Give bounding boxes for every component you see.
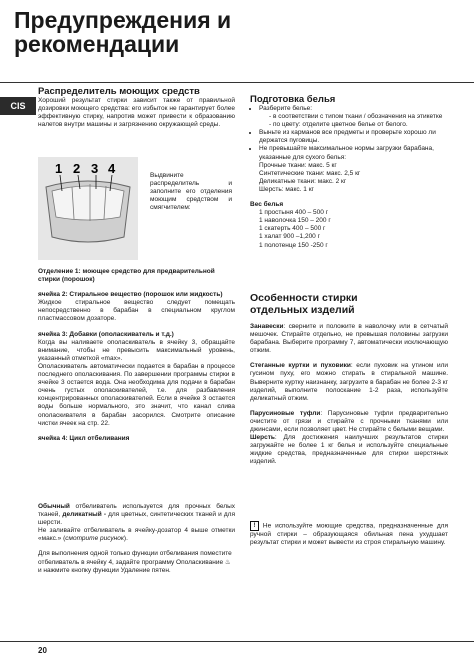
shoes-label: Парусиновые туфли [250, 409, 321, 417]
bleach-only-end: и нажмите кнопку функции Удаление пятен. [38, 566, 171, 574]
bleach-paragraph-3 [38, 550, 235, 574]
bleach-regular-label: Обычный [38, 503, 70, 510]
bleach-regular-text: отбеливатель используется для прочных белых тканей, [38, 503, 235, 519]
prep-max-item [259, 145, 448, 194]
warning-text: Не используйте моющие средства, предназначенные для ручной стирки – образующаяся обильная пена ухудшает результат стирки и может вывести из строя стиральную машину. [250, 522, 448, 547]
figure-label-1: 1 [55, 161, 63, 176]
compartment-3-text-1: Когда вы наливаете ополаскиватель в ячейку 3, обращайте внимание, чтобы не превысить максимальный уровень, указанный отметкой «max». [38, 338, 235, 362]
footer-divider [0, 641, 474, 642]
prep-pockets-item: • Выньте из карманов все предметы и проверьте хорошо ли держатся пуговицы. [259, 129, 448, 145]
bleach-see-figure: смотрите рисунок [65, 535, 124, 543]
wool-text: : Для достижения наилучших результатов стирки загружайте не более 1 кг белья и используйте специальные жидкие средства, предназначенные для стирки шерстяных изделий. [250, 434, 448, 466]
figure-label-4: 4 [108, 161, 116, 176]
wool-label: Шерсть [250, 434, 275, 442]
jackets-label: Стеганные куртки и пуховики [250, 362, 351, 370]
laundry-prep-section [250, 94, 448, 250]
load-limits-list [259, 162, 448, 194]
page-title-line-1: Предупреждения и [14, 7, 232, 33]
weight-heading: Вес белья [250, 201, 284, 209]
weights-list [250, 209, 448, 249]
compartment-3-title: ячейка 3: Добавки (ополаскиватель и т.д.) [38, 330, 174, 338]
special-heading-line-2: отдельных изделий [250, 304, 355, 316]
dispenser-text: Хороший результат стирки зависит также от правильной дозировки моющего средства: его избыток не гарантирует более эффективную стирку, напротив может привести к образованию налетов внутри машины и загрязнению окружающей среды. [38, 97, 235, 129]
prep-sort-sublist [259, 113, 448, 129]
load-limit-item: Синтетические ткани: макс. 2,5 кг [259, 169, 361, 177]
weight-item: 1 полотенце 150 -250 г [259, 241, 328, 249]
load-limit-item: Шерсть: макс. 1 кг [259, 185, 314, 193]
prep-sort-item [259, 105, 448, 129]
compartments-section [38, 268, 235, 443]
bleach-delicate-label: деликатный - [62, 511, 106, 519]
dispenser-drawing [38, 157, 138, 260]
bleach-paragraph-2 [38, 527, 235, 543]
left-column [38, 86, 235, 129]
prep-sort-text: Разберите белье: [259, 105, 313, 112]
warning-paragraph [250, 521, 448, 547]
prep-sort-sub-2: - по цвету: отделите цветное белье от белого. [269, 121, 408, 129]
compartment-3-text-2: Ополаскиватель автоматически подается в барабан в процессе последнего ополаскивания. По завершении программы стирки в ячейке 3 остается вода. Она необходима для подачи в барабан очень густых ополаскивателей, т.е. для разбавления концентрированных ополаскивателей. Если в ячейке 3 остается воды больше нормального, это значит, что канал слива ополаскивателя в барабан засорился. Смотрите описание чистки ячеек на стр. 22. [38, 362, 235, 427]
exclamation-icon: ! [250, 521, 259, 531]
prep-list [250, 105, 448, 194]
prep-max-text: Не превышайте максимальное нормы загрузки барабана, указанные для сухого белья: [259, 145, 434, 161]
special-heading-line-1: Особенности стирки [250, 292, 358, 304]
load-limit-item: Прочные ткани: макс. 5 кг [259, 161, 337, 169]
shoes-paragraph [250, 410, 448, 434]
weight-item: 1 простыня 400 – 500 г [259, 209, 329, 217]
weight-item: 1 наволочка 150 – 200 г [259, 217, 331, 225]
dispenser-figure [38, 157, 138, 260]
bleach-section [38, 503, 235, 575]
prep-sort-sub-1: - в соответствии с типом ткани / обозначения на этикетке [269, 113, 443, 121]
page-title [14, 8, 314, 56]
drawer-compartments [52, 186, 124, 220]
figure-label-2: 2 [73, 161, 81, 176]
curtains-label: Занавески [250, 323, 284, 330]
jackets-paragraph [250, 362, 448, 402]
bleach-paragraph-1 [38, 503, 235, 527]
weight-item: 1 скатерть 400 – 500 г [259, 225, 326, 233]
language-tab: CIS [0, 97, 36, 115]
compartment-1-title: Отделение 1: моющее средство для предварительной стирки (порошок) [38, 268, 215, 284]
compartment-2-title: ячейка 2: Стиральное вещество (порошок или жидкость) [38, 291, 223, 299]
curtains-text: : сверните и положите в наволочку или в сетчатый мешочек. Стирайте отдельно, не превышая половины загрузки барабана. Выберите программу 7, автоматически исключающую отжим. [250, 323, 448, 355]
curtains-paragraph [250, 323, 448, 355]
prep-heading: Подготовка белья [250, 94, 336, 105]
header-divider [0, 82, 474, 83]
figure-label-3: 3 [91, 161, 99, 176]
special-heading [250, 292, 448, 316]
dispenser-heading: Распределитель моющих средств [38, 86, 200, 97]
bleach-only-text: Для выполнения одной только функции отбеливания поместите отбеливатель в ячейку 4, задайте программу Ополаскивание [38, 550, 232, 566]
figure-caption-text: Выдвините распределитель и заполните его отделения моющим средством и смягчителем: [150, 172, 232, 212]
page-title-line-2: рекомендации [14, 31, 180, 57]
weight-item: 1 халат 900 –1,200 г [259, 233, 320, 241]
figure-caption [150, 172, 232, 212]
special-items-section [250, 292, 448, 467]
bleach-max-end: ). [123, 535, 128, 543]
bleach-delicate-text: для цветных, синтетических тканей и для шерсти. [38, 511, 235, 527]
page-number: 20 [38, 646, 47, 655]
warning-note [250, 521, 448, 547]
shoes-text: : Парусиновые туфли предварительно очистите от грязи и стирайте с прочными тканями или джинсами, если позволяет цвет. Не стирайте с белыми вещами. [250, 409, 448, 434]
rinse-icon: ♨ [224, 558, 231, 566]
compartment-2-text: Жидкое стиральное вещество следует помещать непосредственно в барабан в специальном круглом пластмассовом дозаторе. [38, 299, 235, 323]
jackets-text: : если пуховик на утином или гусином пуху, его можно стирать в стиральной машине. Выверните куртку наизнанку, загрузите в барабан не более 2-3 кг изделий, выполните полоскание 1-2 раза, используйте деликатный отжим. [250, 362, 448, 402]
wool-paragraph [250, 434, 448, 466]
compartment-4-title: ячейка 4: Цикл отбеливания [38, 434, 130, 442]
load-limit-item: Деликатные ткани: макс. 2 кг [259, 177, 347, 185]
bleach-max-text: Не заливайте отбеливатель в ячейку-дозатор 4 выше отметки «макс.» ( [38, 527, 235, 543]
